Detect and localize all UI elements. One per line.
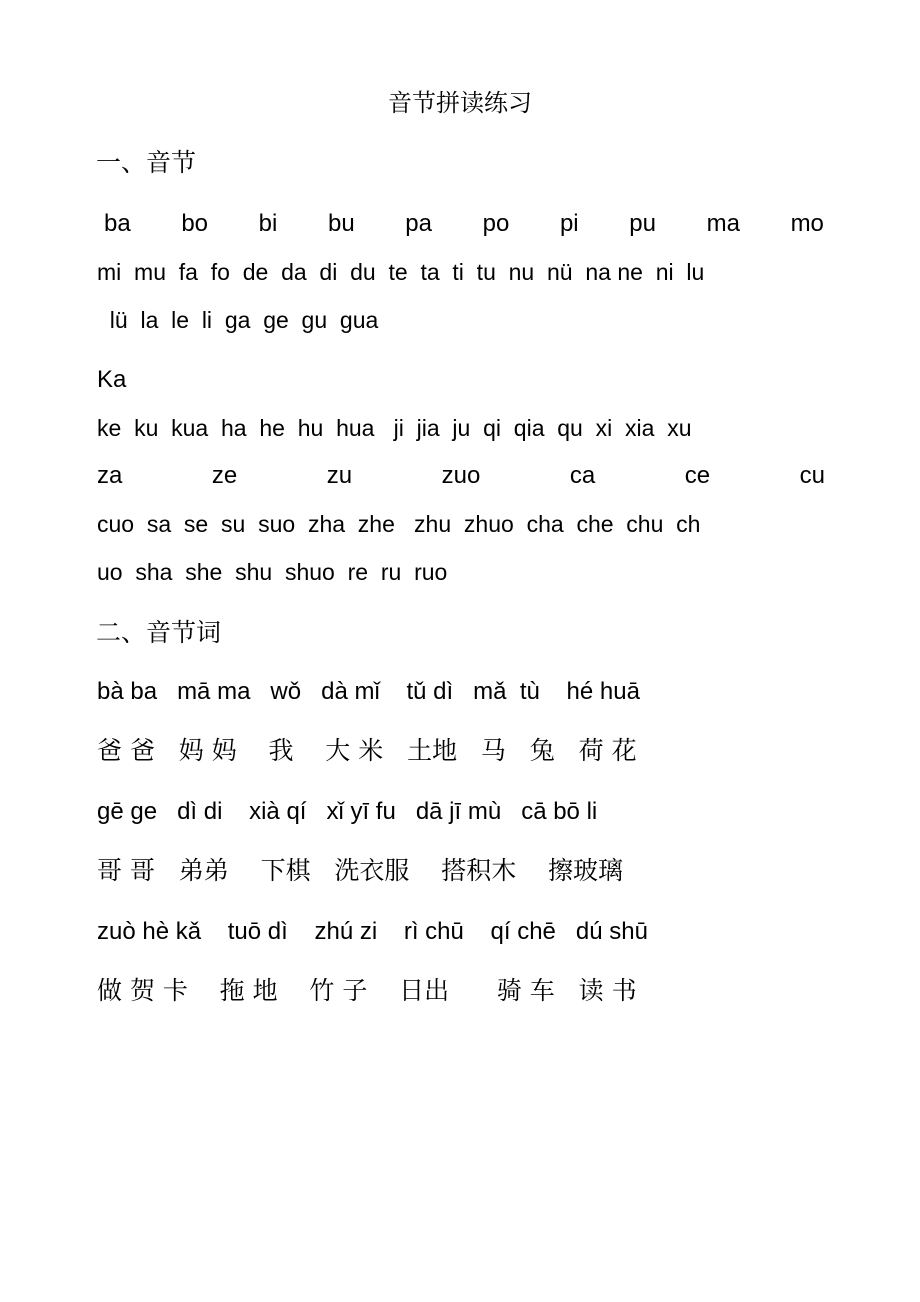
syllable-line-3: lü la le li ga ge gu gua [97,307,379,333]
syllable-line-7: cuo sa se su suo zha zhe zhu zhuo cha che chu ch [97,511,701,537]
syllable-line-8: uo sha she shu shuo re ru ruo [97,559,448,585]
word-pinyin-row-2: gē ge dì di xià qí xǐ yī fu dā jī mù cā bō li [97,798,598,825]
syllable: ba [104,210,131,237]
syllable: mo [790,210,824,237]
syllable-line-2: mi mu fa fo de da di du te ta ti tu nu nü na ne ni lu [97,259,705,285]
syllable: po [482,210,510,237]
syllable-line-5: ke ku kua ha he hu hua ji jia ju qi qia qu xi xia xu [97,415,692,441]
syllable-line-4: Ka [97,366,127,393]
syllable: ze [211,462,238,489]
word-pinyin-row-1: bà ba mā ma wǒ dà mǐ tǔ dì mǎ tù hé huā [97,678,640,705]
syllable: bo [181,210,209,237]
syllable-line-1 [104,208,824,240]
syllable-line-6 [97,460,825,492]
syllable: bu [327,210,355,237]
syllable: pu [629,210,656,237]
word-hanzi-row-2: 哥 哥 弟弟 下棋 洗衣服 搭积木 擦玻璃 [97,856,623,885]
syllable: pi [559,210,579,237]
syllable: ma [706,210,740,237]
syllable: ce [684,462,711,489]
syllable: cu [799,462,825,489]
syllable: za [97,462,123,489]
word-hanzi-row-3: 做 贺 卡 拖 地 竹 子 日出 骑 车 读 书 [97,976,637,1005]
syllable: ca [569,462,596,489]
syllable: pa [405,210,432,237]
syllable: zu [326,462,353,489]
section-heading-syllables: 一、音节 [96,148,197,177]
syllable: zuo [441,462,481,489]
word-hanzi-row-1: 爸 爸 妈 妈 我 大 米 土地 马 兔 荷 花 [97,736,637,765]
section-heading-words: 二、音节词 [96,618,222,647]
page-title: 音节拼读练习 [388,89,532,117]
word-pinyin-row-3: zuò hè kǎ tuō dì zhú zi rì chū qí chē dú shū [97,918,648,945]
syllable: bi [258,210,278,237]
